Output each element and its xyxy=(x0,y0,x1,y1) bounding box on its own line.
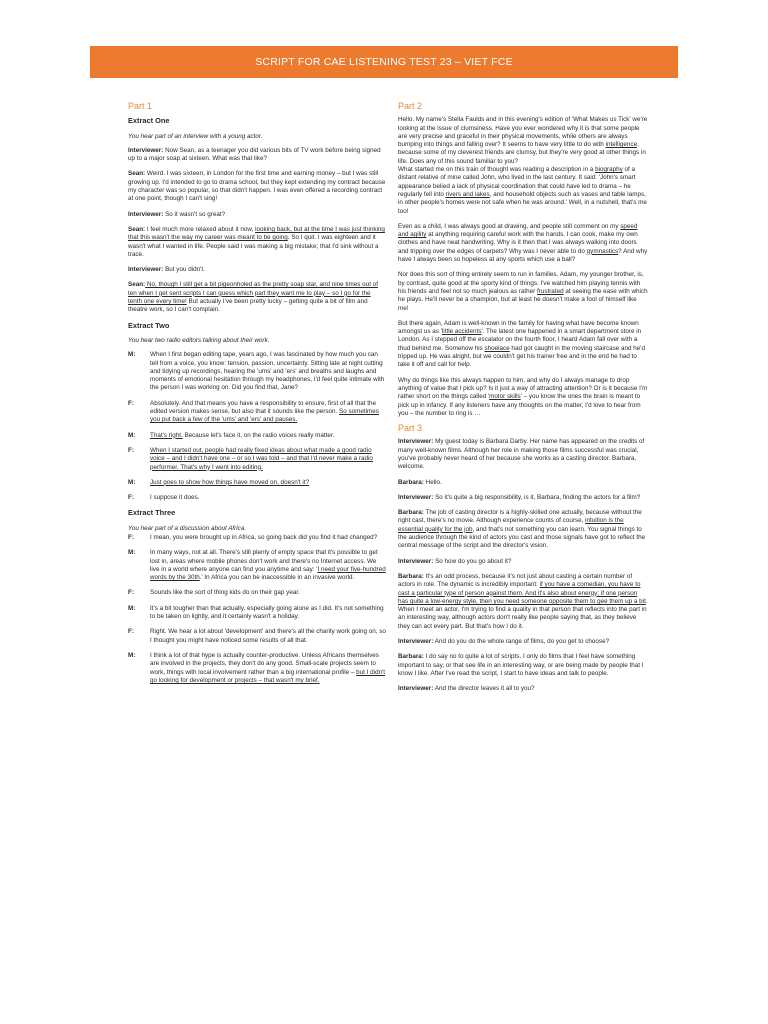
part-1-heading: Part 1 xyxy=(128,101,153,111)
left-column xyxy=(128,96,386,692)
extract-three-intro: You hear part of a discussion about Africa. xyxy=(128,524,247,532)
dialogue-line: F: I mean, you were brought up in Africa, so going back did you find it had changed? xyxy=(128,533,378,541)
dialogue-line: Interviewer: So it wasn't so great? xyxy=(128,210,226,218)
dialogue-line: F: Right. We hear a lot about 'development' and there's all the charity work going on, so I thought you might have noticed some results of all that. xyxy=(128,628,386,644)
right-column xyxy=(398,96,648,701)
dialogue-line: F: When I started out, people had really fixed ideas about what made a good radio voice – and I didn't have one – or so I was told – and that I'd never make a radio performer. That's why I went into editing. xyxy=(128,446,373,471)
paragraph: Hello. My name's Stella Faulds and in this evening's edition of 'What Makes us Tick' we're looking at the issue of clumsiness. Have you ever wondered why it is that some people are very precise and graceful in their physical movements, while others are always bumping into things and falling over? It seems to have very little to do with intelligence, because some of my cleverest friends are clumsy, but they're very good at other things in life. Does any of this sound familiar to you? What started me on this train of thought was reading a description in a biography of a distant relative of mine called John, who lived in the last century. It said: 'John's smart appearance belied a lack of physical coordination that could have led to drama – he regularly fell into rivers and lakes, and household objects such as vases and table lamps, in other people's homes were not safe when he was around.' Well, in a nutshell, that's me too! xyxy=(398,116,648,215)
extract-one-heading: Extract One xyxy=(128,116,170,126)
dialogue-line: Interviewer: And the director leaves it all to you? xyxy=(398,685,535,693)
paragraph: But there again, Adam is well-known in the family for having what have become known amongst us as 'little accidents'. The latest one happened in a smart department store in London. As I stepped off the escalator on the fourth floor, I heard Adam fall over with a thud behind me. Somehow his shoelace had got caught in the moving staircase and he'd tripped up. He was alright, but we couldn't get his trainer free and in the end he had to take it off and call for help. xyxy=(398,319,645,369)
part-3-heading: Part 3 xyxy=(398,423,423,434)
extract-one-intro: You hear part of an interview with a young actor. xyxy=(128,132,263,140)
dialogue-line: F: Sounds like the sort of thing kids do on their gap year. xyxy=(128,589,300,597)
extract-three-heading: Extract Three xyxy=(128,508,176,518)
paragraph: Even as a child, I was always good at drawing, and people still comment on my speed and agility at anything requiring careful work with the hands. I can cook, make my own clothes and have neat handwriting. Why is it then that I was always walking into doors and tripping over the edges of carpets? Why was I never able to do gymnastics? And why have I always been so hopeless at any sports which use a ball? xyxy=(398,222,648,264)
dialogue-line: F: I suppose it does. xyxy=(128,494,200,502)
dialogue-line: Barbara: It's an odd process, because it's not just about casting a certain number of actors in role. The dynamic is incredibly important: if you have a comedian, you have to cast a particular type of person against them. And it's also about energy; if one person has quite a low-energy style, then you need someone opposite them to gee them up a bit. When I meet an actor, I'm trying to find a quality in that person that reflects into the part in an interesting way, although actors don't really like people saying that, as they believe they can act every part. But that's how I do it. xyxy=(398,572,648,630)
part-2-heading: Part 2 xyxy=(398,101,423,111)
dialogue-line: Barbara: I do say no to quite a lot of scripts. I only do films that I feel have something important to say, or that see life in an interesting way, or are being made by people that I know I like. After I've read the script, I start to have ideas and talk to people. xyxy=(398,653,644,677)
dialogue-line: M: In many ways, not at all. There's still plenty of empty space that it's possible to get lost in, areas where mobile phones don't work and there's no Internet access. We live in a world where anyone can find you anytime and say: 'I need your five-hundred words by the 30th.' In Africa you can be inaccessible in an invasive world. xyxy=(128,549,386,582)
document-title-banner: SCRIPT FOR CAE LISTENING TEST 23 – VIET FCE xyxy=(90,46,678,78)
paragraph: Why do things like this always happen to him, and why do I always manage to drop anything of value that I pick up? Is it just a way of attracting attention? Or is it because I'm rather short on the things called 'motor skills' – you know the ones the brain is meant to pick up in infancy. If any listeners have any thoughts on the matter, I'd love to hear from you – the number to ring is … xyxy=(398,376,648,417)
dialogue-line: Barbara: The job of casting director is a highly-skilled one actually, because without the right cast, there's no movie. Although experience counts of course, intuition is the essential quality for the job, and that's not something you can learn. You signal things to the audience through the kind of actors you cast and those signals have got to reflect the central message of the script and the director's vision. xyxy=(398,509,646,550)
dialogue-line: M: Just goes to show how things have moved on, doesn't it? xyxy=(128,478,310,486)
dialogue-line: Interviewer: Now Sean, as a teenager you did various bits of TV work before being signed up to a major soap at sixteen. What was that like? xyxy=(128,146,381,163)
dialogue-line: Interviewer: But you didn't. xyxy=(128,266,205,274)
dialogue-line: Barbara: Hello. xyxy=(398,478,442,486)
dialogue-line: Sean: No, though I still get a bit pigeonholed as the pretty soap star, and nine times out of ten when I get sent scripts I can guess which part they want me to play – so I go for the tenth one every time! But actually I've been pretty lucky – getting quite a bit of film and theatre work, so I can't complain. xyxy=(128,281,378,314)
extract-two-heading: Extract Two xyxy=(128,320,170,330)
dialogue-line: Interviewer: So it's quite a big responsibility, is it, Barbara, finding the actors for a film? xyxy=(398,493,641,501)
extract-two-intro: You hear two radio editors talking about their work. xyxy=(128,336,270,344)
dialogue-line: Interviewer: So how do you go about it? xyxy=(398,557,512,565)
dialogue-line: Sean: I feel much more relaxed about it now, looking back, but at the time I was just thinking that this wasn't the way my career was meant to be going. So I quit. I was eighteen and it wasn't what I wanted in life. People said I was making a big mistake; that I'd sink without a trace. xyxy=(128,225,385,258)
dialogue-line: F: Absolutely. And that means you have a responsibility to ensure, first of all that the edited version makes sense, but also that it sounds like the person. So sometimes you put back a few of the 'ums' and 'ers' and pauses. xyxy=(128,399,379,424)
dialogue-line: Sean: Weird. I was sixteen, in London for the first time and earning money – but I was still growing up. I'd intended to go to drama school, but they kept extending my contract because my character was so popular, so that didn't happen. I was even offered a recording contract at one point, though I can't sing! xyxy=(128,170,386,203)
dialogue-line: M: That's right. Because let's face it, on the radio voices really matter. xyxy=(128,431,335,439)
dialogue-line: M: It's a bit tougher than that actually, especially going alone as I did. It's not something to be taken on lightly, and it certainly wasn't a holiday. xyxy=(128,604,384,621)
paragraph: Nor does this sort of thing entirely seem to run in families. Adam, my younger brother, is, by contrast, quite good at the sporty kind of things. I've watched him playing tennis with his friends and feel not so much jealous as rather frustrated at seeing the ease with which he plays. He'll never be a champion, but at least he doesn't make a fool of himself like me! xyxy=(398,271,648,312)
dialogue-line: M: I think a lot of that hype is actually counter-productive. Unless Africans themselves are involved in the projects, they don't do any good. Small-scale projects seem to work, things with local involvement rather than a big international profile – but I didn't go looking for development or projects – that wasn't my brief. xyxy=(128,651,386,684)
dialogue-line: M: When I first began editing tape, years ago, I was fascinated by how much you can tell from a voice, you know: tension, passion, uncertainty. Sitting late at night cutting and tidying up recordings, hearing the 'ums' and 'ers' and breaths and laughs and moments of emotional hesitation through my headphones, I'd feel quite intimate with the person I was working on. Did you find that, Jane? xyxy=(128,351,385,392)
dialogue-line: Interviewer: My guest today is Barbara Darby. Her name has appeared on the credits of many well-known films. Although her role in making those films successful was crucial, you've probably never heard of her because she works as a casting director. Barbara, welcome. xyxy=(398,438,645,471)
dialogue-line: Interviewer: And do you do the whole range of films, do you get to choose? xyxy=(398,638,610,646)
